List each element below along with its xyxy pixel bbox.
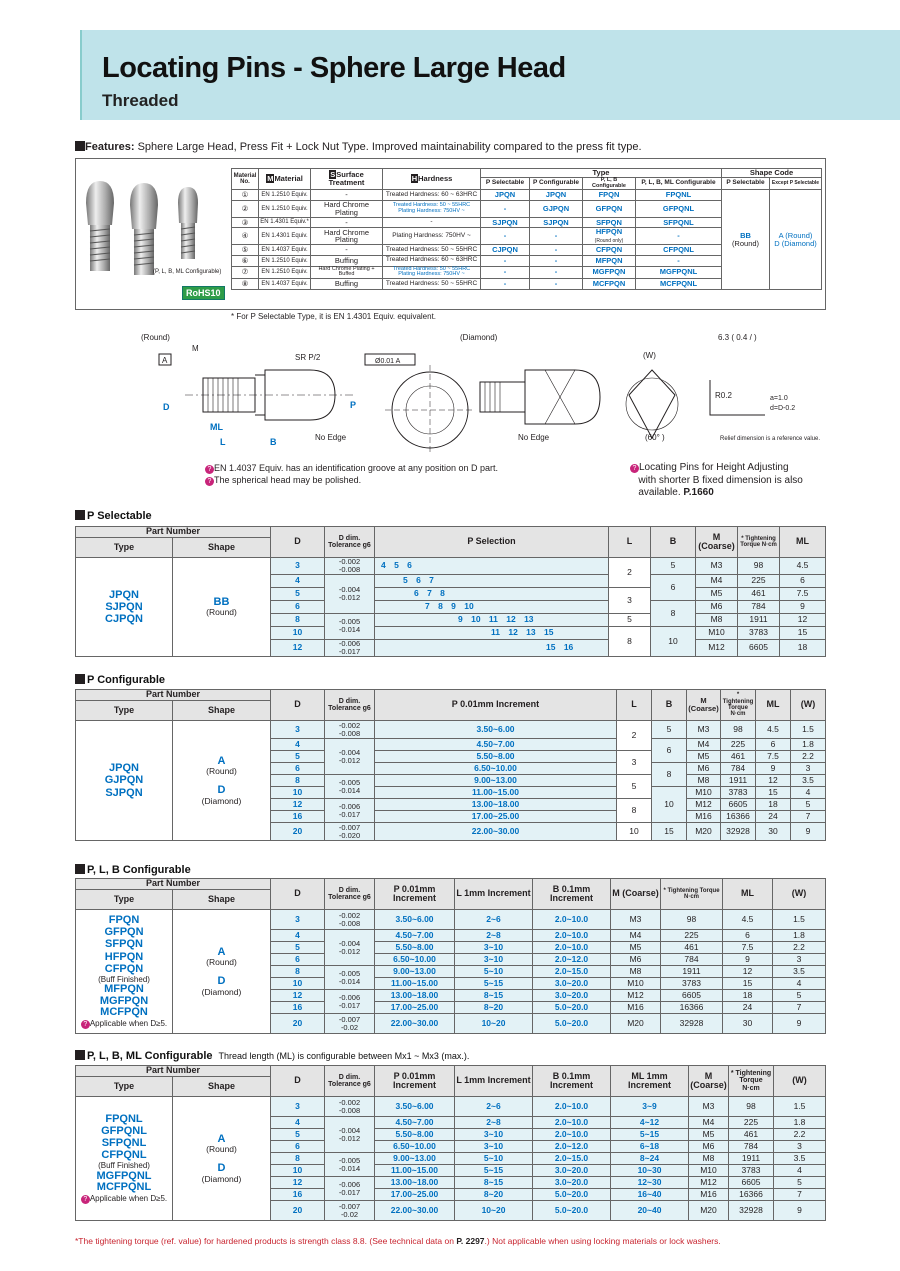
table-row: JPQN GJPQN SJPQN A (Round) D (Diamond) 3 -0.002 -0.008 3.50~6.00 2 5 M3 98 4.5 1.5	[76, 721, 826, 739]
features-line	[75, 141, 642, 153]
table-row: 16 17.00~25.00 8~20 5.0~20.0 M16 16366 24 7	[76, 1002, 826, 1014]
section-psel: P Selectable	[75, 510, 152, 522]
table-row: 10 11.00~15.00 5~15 3.0~20.0 M10 3783 15 4	[76, 978, 826, 990]
table-row: 5 5.50~8.00 3~10 2.0~10.0 M5 461 7.5 2.2	[76, 942, 826, 954]
product-photo	[78, 163, 228, 303]
table-row: 20 -0.007 -0.02 22.00~30.00 10~20 5.0~20.0 20~40 M20 32928 9	[76, 1201, 826, 1221]
material-row: ⑧ EN 1.4037 Equiv. Buffing Treated Hardness: 50 ~ 55HRC - - MCFPQN MCFPQNL	[232, 279, 822, 290]
table-row: 10 11 12 13 15 8 10 M10 3783 15	[76, 626, 826, 639]
section-pconf: P Configurable	[75, 674, 165, 686]
label-ml: ML	[210, 422, 223, 432]
label-roughness: 6.3 ( 0.4 / )	[718, 333, 757, 342]
material-row: ④ EN 1.4301 Equiv. Hard Chrome Plating Plating Hardness: 750HV ~ - - HFPQN (Round only) -	[232, 228, 822, 245]
features-text: Sphere Large Head, Press Fit + Lock Nut Type. Improved maintainability compared to the press fit type.	[137, 141, 642, 153]
table-row: 20 -0.007 -0.020 22.00~30.00 10 15 M20 32928 30 9	[76, 823, 826, 841]
col-shape-except: Except P Selectable	[770, 177, 822, 190]
label-60deg: (60° )	[645, 433, 665, 442]
note-3: ? Locating Pins for Height Adjusting with shorter B fixed dimension is also available. P.1660	[630, 462, 803, 500]
material-row: ⑦ EN 1.2510 Equiv. Hard Chrome Plating + Buffed Treated Hardness: 50 ~ 55HRC Plating Hardness: 750HV ~ - - MGFPQN MGFPQNL	[232, 266, 822, 279]
table-row: 8 -0.005 -0.014 9 10 11 12 13 5 M8 1911 12	[76, 613, 826, 626]
photo-caption: (P, L, B, ML Configurable)	[153, 269, 222, 275]
table-row: 5 5.50~8.00 3~10 2.0~10.0 5~15 M5 461 2.2	[76, 1129, 826, 1141]
page-header	[80, 30, 900, 120]
table-row: 4 -0.004 -0.012 4.50~7.00 2~8 2.0~10.0 M4 225 6 1.8	[76, 930, 826, 942]
table-row: JPQN SJPQN CJPQN BB (Round) 3 -0.002 -0.008 4 5 6 2 5 M3 98 4.5	[76, 558, 826, 575]
features-label: Features:	[85, 141, 135, 153]
table-plb: Part Number D D dim. Tolerance g6 P 0.01mm Increment L 1mm Increment B 0.1mm Increment M (Coarse) * Tightening Torque N·cm ML (W) Type Shape FPQN GFPQN SFPQN HFPQN CFPQN (Buff Finished) MFPQN MGFPQN MCFPQN ? Applicable when D≥5. A (Round) D (Diamond) 3 -0.002 -0.008 3.50~6.00 2~6 2.0~10.0 M3 98 4.5 1.5 4 -0.004 -0.012 4.50~7.00 2~8 2.0~10.0 M4 225 6 1.8 5 5.50~8.00 3~10 2.0~10.0 M5 461 7.5 2.2 6 6.50~10.00 3~10 2.0~12.0 M6 784 9 3 8 -0.005 -0.014 9.00~13.00 5~10 2.0~15.0 M8 1911 12 3.5 10 11.00~15.00 5~15 3.0~20.0 M10 3783 15 4 12 -0.006 -0.017 13.00~18.00 8~15 3.0~20.0 M12 6605 18 5 16 17.00~25.00 8~20 5.0~20.0 M16 16366 24 7 20 -0.007 -0.02 22.00~30.00 10~20 5.0~20.0 M20 32928 30 9	[75, 878, 826, 1034]
label-w: (W)	[643, 351, 656, 360]
table-row: 6 7 8 9 10 8 M6 784 9	[76, 600, 826, 613]
note-2: ? The spherical head may be polished.	[205, 475, 361, 486]
label-p: P	[350, 400, 357, 410]
material-footnote: * For P Selectable Type, it is EN 1.4301 Equiv. equivalent.	[231, 312, 437, 321]
table-row: 12 -0.006 -0.017 13.00~18.00 8 M12 6605 18 5	[76, 799, 826, 811]
label-d: D	[163, 402, 170, 412]
material-row: ③ EN 1.4301 Equiv.* - - SJPQN SJPQN SFPQN SFPQNL	[232, 217, 822, 228]
label-no-edge: No Edge	[315, 433, 347, 442]
table-row: 12 -0.006 -0.017 15 16 M12 6605 18	[76, 639, 826, 656]
col-plbml: P, L, B, ML Configurable	[636, 177, 722, 190]
section-plb: P, L, B Configurable	[75, 864, 191, 876]
col-shape-psel: P Selectable	[722, 177, 770, 190]
label-b: B	[270, 437, 277, 447]
page-subtitle: Threaded	[102, 91, 179, 110]
footer-note: *The tightening torque (ref. value) for hardened products is strength class 8.8. (See technical data on P. 2297.) Not applicable when using locking materials or lock washers.	[75, 1236, 721, 1246]
table-row: 10 11.00~15.00 5~15 3.0~20.0 10~30 M10 3783 4	[76, 1165, 826, 1177]
col-type: Type	[481, 169, 722, 178]
col-material: Material	[274, 174, 303, 184]
table-row: 8 -0.005 -0.014 9.00~13.00 5 M8 1911 12 3.5	[76, 775, 826, 787]
table-row: 6 6.50~10.00 3~10 2.0~12.0 M6 784 9 3	[76, 954, 826, 966]
col-hardness: Hardness	[418, 174, 453, 184]
label-d-eq: d=D-0.2	[770, 405, 796, 412]
material-table: Material No. MMaterial SSurface Treatment HHardness Type Shape Code P Selectable P Configurable P, L, B Configurable P, L, B, ML Configurable P Selectable Except P Selectable ① EN 1.2510 Equiv. - Treated Hardness: 60 ~ 63HRC JPQN JPQN FPQN FPQNL BB (Round) A (Round) D (Diamond) ② EN 1.2510 Equiv. Hard Chrome Plating Treated Hardness: 50 ~ 55HRC Plating Hardness: 750HV ~ - GJPQN GFPQN GFPQNL ③ EN 1.4301 Equiv.* - - SJPQN SJPQN SFPQN SFPQNL ④ EN 1.4301 Equiv. Hard Chrome Plating Plating Hardness: 750HV ~ - - HFPQN (Round only) - ⑤ EN 1.4037 Equiv. - Treated Hardness: 50 ~ 55HRC CJPQN - CFPQN CFPQNL ⑥ EN 1.2510 Equiv. Buffing Treated Hardness: 60 ~ 63HRC - - MFPQN - ⑦ EN 1.2510 Equiv. Hard Chrome Plating + Buffed Treated Hardness: 50 ~ 55HRC Plating Hardness: 750HV ~ - - MGFPQN MGFPQNL ⑧ EN 1.4037 Equiv. Buffing Treated Hardness: 50 ~ 55HRC - - MCFPQN MCFPQNL	[231, 168, 822, 290]
rohs-badge: RoHS10	[182, 286, 225, 300]
ref-link-p2297[interactable]: P. 2297	[456, 1236, 485, 1246]
label-tol: Ø0.01 A	[375, 358, 401, 365]
col-material-no: Material No.	[232, 169, 259, 190]
table-row: 8 -0.005 -0.014 9.00~13.00 5~10 2.0~15.0 8~24 M8 1911 3.5	[76, 1153, 826, 1165]
material-row: ② EN 1.2510 Equiv. Hard Chrome Plating Treated Hardness: 50 ~ 55HRC Plating Hardness: 750HV ~ - GJPQN GFPQN GFPQNL	[232, 201, 822, 218]
datum-a: A	[162, 356, 168, 365]
material-row: ① EN 1.2510 Equiv. - Treated Hardness: 60 ~ 63HRC JPQN JPQN FPQN FPQNL BB (Round) A (Round) D (Diamond)	[232, 190, 822, 201]
table-row: 12 -0.006 -0.017 13.00~18.00 8~15 3.0~20.0 12~30 M12 6605 5	[76, 1177, 826, 1189]
table-row: 5 5.50~8.00 3 M5 461 7.5 2.2	[76, 751, 826, 763]
page-title: Locating Pins - Sphere Large Head	[102, 52, 566, 84]
table-row: 10 11.00~15.00 10 M10 3783 15 4	[76, 787, 826, 799]
table-plbml: Part Number D D dim. Tolerance g6 P 0.01mm Increment L 1mm Increment B 0.1mm Increment ML 1mm Increment M (Coarse) * Tightening Torque N·cm (W) Type Shape FPQNL GFPQNL SFPQNL CFPQNL (Buff Finished) MGFPQNL MCFPQNL ? Applicable when D≥5. A (Round) D (Diamond) 3 -0.002 -0.008 3.50~6.00 2~6 2.0~10.0 3~9 M3 98 1.5 4 -0.004 -0.012 4.50~7.00 2~8 2.0~10.0 4~12 M4 225 1.8 5 5.50~8.00 3~10 2.0~10.0 5~15 M5 461 2.2 6 6.50~10.00 3~10 2.0~12.0 6~18 M6 784 3 8 -0.005 -0.014 9.00~13.00 5~10 2.0~15.0 8~24 M8 1911 3.5 10 11.00~15.00 5~15 3.0~20.0 10~30 M10 3783 4 12 -0.006 -0.017 13.00~18.00 8~15 3.0~20.0 12~30 M12 6605 5 16 17.00~25.00 8~20 5.0~20.0 16~40 M16 16366 7 20 -0.007 -0.02 22.00~30.00 10~20 5.0~20.0 20~40 M20 32928 9	[75, 1065, 826, 1221]
table-row: FPQNL GFPQNL SFPQNL CFPQNL (Buff Finished) MGFPQNL MCFPQNL ? Applicable when D≥5. A (Round) D (Diamond) 3 -0.002 -0.008 3.50~6.00 2~6 2.0~10.0 3~9 M3 98 1.5	[76, 1097, 826, 1117]
table-row: 6 6.50~10.00 8 M6 784 9 3	[76, 763, 826, 775]
table-row: 4 -0.004 -0.012 5 6 7 6 M4 225 6	[76, 574, 826, 587]
col-plb: P, L, B Configurable	[583, 177, 636, 190]
section-plbml: P, L, B, ML Configurable Thread length (ML) is configurable between Mx1 ~ Mx3 (max.).	[75, 1050, 469, 1062]
table-row: 16 17.00~25.00 8~20 5.0~20.0 16~40 M16 16366 7	[76, 1189, 826, 1201]
label-r02: R0.2	[715, 391, 732, 400]
label-l: L	[220, 437, 226, 447]
label-relief: Relief dimension is a reference value.	[720, 436, 821, 442]
label-a-eq: a=1.0	[770, 395, 788, 402]
label-m: M	[192, 344, 199, 353]
table-row: 4 -0.004 -0.012 4.50~7.00 6 M4 225 6 1.8	[76, 739, 826, 751]
table-row: 5 6 7 8 3 M5 461 7.5	[76, 587, 826, 600]
label-srp2: SR P/2	[295, 353, 321, 362]
table-row: 12 -0.006 -0.017 13.00~18.00 8~15 3.0~20.0 M12 6605 18 5	[76, 990, 826, 1002]
table-row: 20 -0.007 -0.02 22.00~30.00 10~20 5.0~20.0 M20 32928 30 9	[76, 1014, 826, 1034]
material-row: ⑥ EN 1.2510 Equiv. Buffing Treated Hardness: 60 ~ 63HRC - - MFPQN -	[232, 256, 822, 267]
col-surface: Surface Treatment	[328, 170, 365, 188]
col-pconf: P Configurable	[530, 177, 583, 190]
table-row: 6 6.50~10.00 3~10 2.0~12.0 6~18 M6 784 3	[76, 1141, 826, 1153]
table-row: FPQN GFPQN SFPQN HFPQN CFPQN (Buff Finished) MFPQN MGFPQN MCFPQN ? Applicable when D≥5. A (Round) D (Diamond) 3 -0.002 -0.008 3.50~6.00 2~6 2.0~10.0 M3 98 4.5 1.5	[76, 910, 826, 930]
table-row: 4 -0.004 -0.012 4.50~7.00 2~8 2.0~10.0 4~12 M4 225 1.8	[76, 1117, 826, 1129]
label-no-edge-2: No Edge	[518, 433, 550, 442]
col-shape-code: Shape Code	[722, 169, 822, 178]
label-diamond: (Diamond)	[460, 333, 498, 342]
material-row: ⑤ EN 1.4037 Equiv. - Treated Hardness: 50 ~ 55HRC CJPQN - CFPQN CFPQNL	[232, 245, 822, 256]
col-psel: P Selectable	[481, 177, 530, 190]
table-row: 16 17.00~25.00 M16 16366 24 7	[76, 811, 826, 823]
label-round: (Round)	[141, 333, 170, 342]
table-pconf: Part Number D D dim. Tolerance g6 P 0.01mm Increment L B M (Coarse) * Tightening Torque N·cm ML (W) Type Shape JPQN GJPQN SJPQN A (Round) D (Diamond) 3 -0.002 -0.008 3.50~6.00 2 5 M3 98 4.5 1.5 4 -0.004 -0.012 4.50~7.00 6 M4 225 6 1.8 5 5.50~8.00 3 M5 461 7.5 2.2 6 6.50~10.00 8 M6 784 9 3 8 -0.005 -0.014 9.00~13.00 5 M8 1911 12 3.5 10 11.00~15.00 10 M10 3783 15 4 12 -0.006 -0.017 13.00~18.00 8 M12 6605 18 5 16 17.00~25.00 M16 16366 24 7 20 -0.007 -0.020 22.00~30.00 10 15 M20 32928 30 9	[75, 689, 826, 841]
table-psel: Part Number D D dim. Tolerance g6 P Selection L B M (Coarse) * Tightening Torque N·cm ML Type Shape JPQN SJPQN CJPQN BB (Round) 3 -0.002 -0.008 4 5 6 2 5 M3 98 4.5 4 -0.004 -0.012 5 6 7 6 M4 225 6 5 6 7 8 3 M5 461 7.5 6 7 8 9 10 8 M6 784 9 8 -0.005 -0.014 9 10 11 12 13 5 M8 1911 12 10 11 12 13 15 8 10 M10 3783 15 12 -0.006 -0.017 15 16 M12 6605 18	[75, 526, 826, 657]
hdr-part-number: Part Number	[76, 527, 271, 538]
table-row: 8 -0.005 -0.014 9.00~13.00 5~10 2.0~15.0 M8 1911 12 3.5	[76, 966, 826, 978]
note-1: ? EN 1.4037 Equiv. has an identification groove at any position on D part.	[205, 463, 498, 474]
ref-link-p1660[interactable]: P.1660	[683, 487, 714, 498]
